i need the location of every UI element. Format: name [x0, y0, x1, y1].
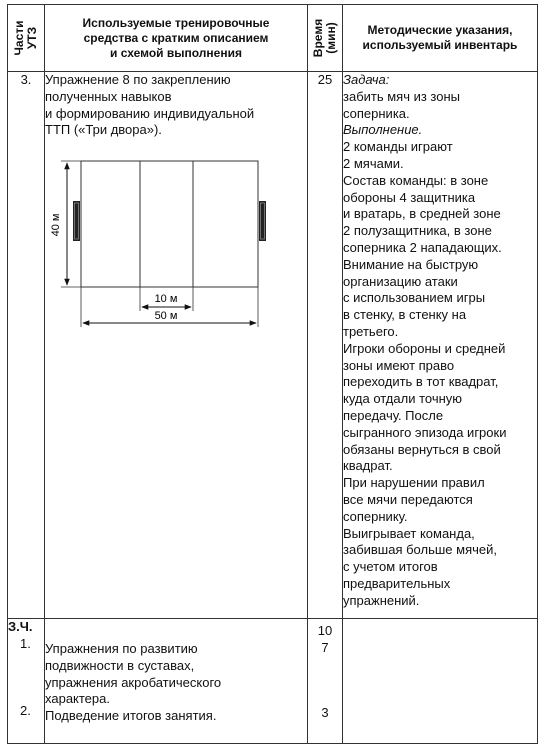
notes-line: третьего. [343, 323, 399, 339]
dimension-zone-label: 10 м [154, 293, 178, 306]
notes-line: 2 полузащитника, в зоне [343, 223, 492, 239]
notes-line: куда отдали точную [343, 391, 463, 407]
notes-line: переходить в тот квадрат, [343, 374, 499, 390]
final-part-numbers [8, 619, 45, 744]
notes-line: квадрат. [343, 458, 393, 474]
final-item1-number: 1. [20, 635, 31, 651]
notes-line: 2 мячами. [343, 155, 404, 171]
table-row-final-part [8, 619, 538, 744]
exercise-notes [343, 72, 538, 619]
table-header-row [8, 5, 538, 72]
notes-line: Игроки обороны и средней [343, 340, 506, 356]
final-item1-line: характера. [45, 691, 110, 707]
exercise-description [45, 72, 308, 619]
header-means [45, 5, 308, 72]
exercise-desc-line: полученных навыков [45, 88, 172, 104]
notes-line: передачу. После [343, 407, 444, 423]
notes-line: При нарушении правил [343, 475, 485, 491]
notes-line: забить мяч из зоны [343, 88, 460, 104]
header-means-label: Используемые тренировочные средства с кратким описанием и схемой выполнения [82, 15, 270, 60]
exercise-time: 25 [308, 72, 343, 619]
field-diagram [45, 155, 295, 345]
notes-line: Выполнение. [343, 122, 423, 138]
dimension-height-label: 40 м [50, 213, 62, 237]
goal-left-icon [73, 201, 80, 241]
final-part-notes [343, 619, 538, 744]
final-item1-line: Упражнения по развитию [45, 641, 198, 656]
header-parts-label: Части УТЗ [12, 20, 39, 56]
notes-line: соперника. [343, 105, 410, 121]
notes-line: Выигрывает команда, [343, 525, 475, 541]
notes-line: и вратарь, в средней зоне [343, 206, 501, 222]
final-item1-line: подвижности в суставах, [45, 657, 195, 673]
notes-line: Состав команды: в зоне [343, 172, 489, 188]
notes-line: предварительных [343, 575, 451, 591]
notes-line: сопернику. [343, 508, 408, 524]
notes-line: Задача: [343, 72, 390, 87]
header-parts [8, 5, 45, 72]
notes-line: все мячи передаются [343, 491, 473, 507]
notes-line: обороны 4 защитника [343, 189, 476, 205]
notes-line: забившая больше мячей, [343, 542, 497, 558]
header-notes [343, 5, 538, 72]
notes-line: сыгранного эпизода игроки [343, 424, 507, 440]
final-part-times [308, 619, 343, 744]
final-item1-line: упражнения акробатического [45, 674, 222, 690]
notes-line: обязаны вернуться в свой [343, 441, 501, 457]
notes-line: соперника 2 нападающих. [343, 239, 502, 255]
notes-line: с учетом итогов [343, 559, 438, 575]
final-part-label: З.Ч. [8, 619, 33, 634]
notes-line: с использованием игры [343, 290, 486, 306]
dimension-length-label: 50 м [154, 310, 178, 323]
notes-line: зоны имеют право [343, 357, 455, 373]
goal-right-icon [259, 201, 266, 241]
exercise-desc-line: и формированию индивидуальной [45, 105, 255, 121]
notes-line: в стенку, в стенку на [343, 307, 467, 323]
notes-line: 2 команды играют [343, 139, 453, 155]
header-notes-label: Методические указания, используемый инвентарь [362, 23, 518, 52]
notes-line: Внимание на быструю [343, 256, 479, 272]
final-item2-number: 2. [20, 702, 31, 718]
field-outline [81, 161, 258, 287]
exercise-desc-line: Упражнение 8 по закреплению [45, 72, 231, 87]
training-plan-table [7, 4, 538, 744]
notes-line: организацию атаки [343, 273, 458, 289]
final-part-description [45, 619, 308, 744]
header-time [308, 5, 343, 72]
final-time-total: 10 [317, 623, 333, 638]
header-time-label: Время (мин) [311, 18, 338, 58]
final-time-item2: 3 [321, 704, 329, 720]
notes-line: упражнений. [343, 592, 420, 608]
final-item2-text: Подведение итогов занятия. [45, 708, 217, 724]
exercise-number: 3. [8, 72, 45, 619]
final-time-item1: 7 [321, 639, 329, 655]
table-row-exercise [8, 72, 538, 619]
exercise-desc-line: ТТП («Три двора»). [45, 122, 162, 138]
